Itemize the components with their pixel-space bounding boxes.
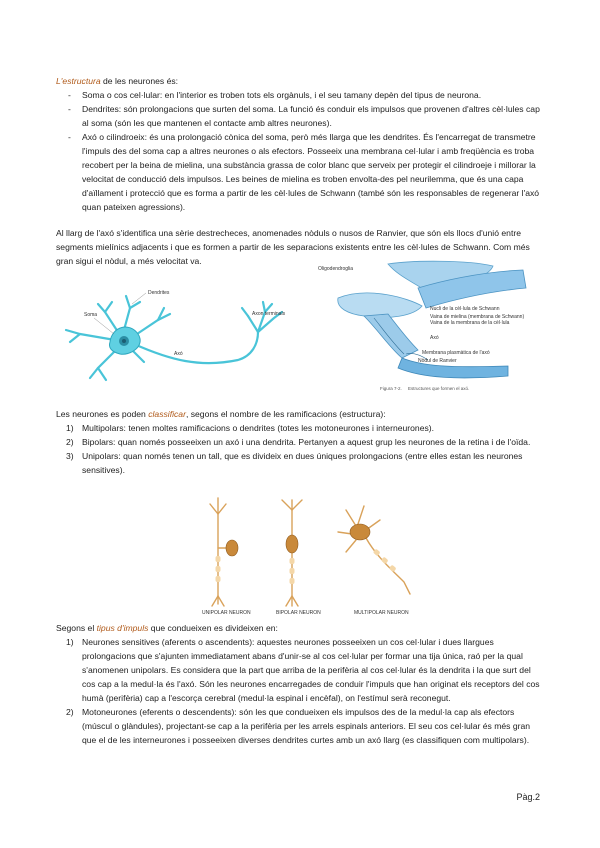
- list-item: - Soma o cos cel·lular: en l'interior es troben tots els orgànuls, i el seu tamany depèn del tipus de neurona.: [68, 90, 482, 100]
- list-item: 3) Unipolars: quan només tenen un tall, que es divideix en dues úniques prolongacions (entre elles estan les neurones sensitives).: [66, 451, 523, 475]
- myelin-diagram: [318, 258, 548, 400]
- ranvier-paragraph: Al llarg de l'axó s'identifica una sèrie destrecheces, anomenades nòduls o nusos de Ranvier, que són els llocs d'unió entre segments mielínics adjacents i que es formen a partir de les separacions existents entre les cèl·lules de Schwann. Com més gran sigui el nòdul, a més velocitat va.: [56, 228, 530, 266]
- structure-intro: [56, 74, 544, 88]
- impulse-term: tipus d'impuls: [96, 623, 149, 633]
- label-cell-membrane-sheath: Vaina de la membrana de la cèl·lula: [430, 320, 510, 326]
- label-multipolar: MULTIPOLAR NEURON: [354, 610, 409, 616]
- list-item: 1) Neurones sensitives (aferents o ascendents): aquestes neurones posseeixen un cos cel·lular i dues llargues prolongacions que s'ajunten immediatament abans d'unir-se al cos cel·lular per formar una tija única, raó per la qual s'anomenen unipolars. Es considera que la part que arriba de la perifèria al cos cel·lular és la dendrita i la que surt del cos cap a la medul·la és l'axó. Són les neurones encarregades de conduir l'impuls que han originat els receptors del cos humà (perifèria) cap a l'escorça cerebral (medul·la espinal i encèfal), on l'estímul serà reconegut.: [66, 637, 540, 703]
- list-item: - Dendrites: són prolongacions que surten del soma. La funció és conduir els impulsos que provenen d'altres cèl·lules cap al soma (són les que mantenen el contacte amb altres neurones).: [68, 104, 540, 128]
- label-dendrites: Dendrites: [148, 290, 170, 296]
- label-axo: Axó: [430, 335, 439, 341]
- neuron-types-diagram: [196, 496, 416, 618]
- neuron-diagram: [60, 282, 310, 392]
- classify-term: classificar: [148, 409, 186, 419]
- label-soma: Soma: [84, 312, 98, 318]
- structure-intro-rest: de les neurones és:: [100, 76, 179, 86]
- label-bipolar: BIPOLAR NEURON: [276, 610, 321, 616]
- label-axon: Axó: [174, 351, 183, 357]
- list-item: 2) Motoneurones (eferents o descendents): són les que condueixen els impulsos des de la medul·la cap als efectors (múscul o glàndules), projectant-se cap a la perifèria per les arrels espinals anteriors. El seu cos cel·lular és més gran que el de les interneurones i posseeixen diverses dendrites curtes amb un axó llarg (es classifiquen com multipolars).: [66, 707, 531, 745]
- label-axon-membrane: Membrana plasmàtica de l'axó: [422, 350, 490, 356]
- classification-list: [56, 421, 544, 477]
- list-item: - Axó o cilindroeix: és una prolongació cònica del soma, però més llarga que les dendrites. És l'encarregat de transmetre l'impuls des del soma cap a altres neurones o als efectors. Posseeix una membrana cel·lular i amb freqüència es troba recobert per la beina de mielina, una substància grassa de color blanc que serveix per protegir el cilindroeje i millorar la velocitat de conducció dels impulsos. Les beines de mielina es troben envolta-des pel neurilemma, que és una capa d'aïllament i protecció que es forma a partir de les cèl·lules de Schwann (també són les responsables de regenerar l'axó quan pateixen agressions).: [68, 132, 540, 212]
- page-number: Pàg.2: [516, 792, 540, 802]
- structure-list: [56, 88, 544, 214]
- label-ranvier-node: Nòdul de Ranvier: [418, 358, 457, 364]
- figure-caption-text: Estructures que formen el axó.: [408, 386, 470, 391]
- list-item: 1) Multipolars: tenen moltes ramificacions o dendrites (totes les motoneurones i interneurones).: [66, 423, 435, 433]
- label-schwann-nucleus: Nucli de la cèl·lula de Schwann: [430, 306, 500, 312]
- label-myelin-sheath: Vaina de mielina (membrana de Schwann): [430, 314, 525, 320]
- figure-caption-number: Figura 7-2.: [380, 386, 402, 391]
- label-unipolar: UNIPOLAR NEURON: [202, 610, 251, 616]
- label-axon-terminals: Axon terminals: [252, 311, 286, 317]
- list-item: 2) Bipolars: quan només posseeixen un axó i una dendrita. Pertanyen a aquest grup les neurones de la retina i de l'oïda.: [66, 437, 531, 447]
- impulse-intro: Segons el tipus d'impuls que condueixen es divideixen en:: [56, 623, 278, 633]
- impulse-list: [56, 635, 544, 747]
- structure-term: L'estructura: [56, 76, 101, 86]
- classify-intro: Les neurones es poden classificar, segons el nombre de les ramificacions (estructura):: [56, 409, 386, 419]
- label-oligodendroglia: Oligodendroglia: [318, 266, 354, 272]
